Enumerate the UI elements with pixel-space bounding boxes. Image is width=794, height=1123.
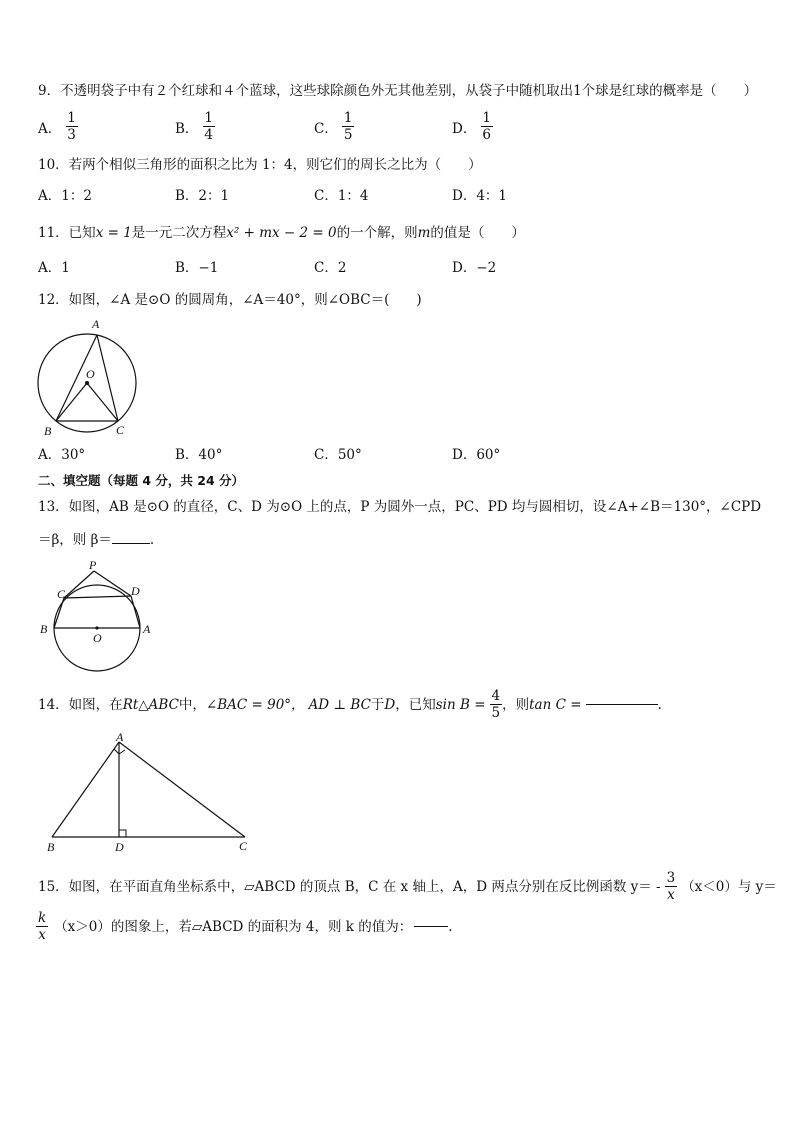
q13-circle-figure xyxy=(32,556,162,674)
fraction: $\frac{1}{4}$ xyxy=(204,110,214,143)
section-2-heading: 二、填空题（每题 4 分，共 24 分） xyxy=(38,473,245,488)
question-13-line-1: 13．如图，AB 是⊙O 的直径，C、D 为⊙O 上的点，P 为圆外一点，PC、PD 均与圆相切，设∠A+∠B＝130°，∠CPD xyxy=(38,499,762,515)
fraction: $\frac{1}{6}$ xyxy=(482,110,491,143)
label-c: C xyxy=(239,839,248,853)
option-label: B． xyxy=(175,120,199,137)
tangent-pc xyxy=(64,571,94,598)
answer-blank[interactable] xyxy=(586,704,658,705)
question-9-text: 9．不透明袋子中有２个红球和４个蓝球，这些球除颜色外无其他差别，从袋子中随机取出1个球是红球的概率是（ ） xyxy=(38,83,758,99)
label-p: P xyxy=(89,558,97,572)
segment-ac xyxy=(119,742,245,837)
segment-ad xyxy=(131,596,140,628)
question-10-text: 10．若两个相似三角形的面积之比为 1：4，则它们的周长之比为（ ） xyxy=(38,157,482,173)
fraction: $\frac{1}{5}$ xyxy=(343,110,353,143)
question-13-line-2: ＝β，则 β＝ . xyxy=(38,532,155,548)
label-o: O xyxy=(86,367,95,381)
q11-option-b[interactable]: B．−1 xyxy=(175,260,219,276)
q9-option-d[interactable] xyxy=(452,110,493,143)
q12-option-c[interactable]: C．50° xyxy=(314,447,362,463)
q12-circle-figure xyxy=(30,315,150,441)
label-d: D xyxy=(131,584,140,598)
question-12-text: 12．如图，∠A 是⊙O 的圆周角，∠A＝40°，则∠OBC＝( ) xyxy=(38,292,422,308)
q10-option-a[interactable]: A．1：2 xyxy=(38,188,92,204)
center-point xyxy=(95,626,98,629)
q12-option-a[interactable]: A．30° xyxy=(38,447,86,463)
label-a: A xyxy=(92,317,100,331)
fraction: $\frac{1}{3}$ xyxy=(67,110,76,143)
label-b: B xyxy=(40,622,48,636)
fraction-k-x: $\frac{k}{x}$ xyxy=(38,910,47,943)
q14-triangle-figure xyxy=(40,730,260,856)
label-c: C xyxy=(116,423,125,437)
label-o: O xyxy=(93,631,102,645)
right-angle-mark-d xyxy=(119,830,126,837)
option-label: A． xyxy=(38,120,62,137)
label-a: A xyxy=(116,730,124,744)
q9-option-b[interactable] xyxy=(175,110,215,143)
q11-option-c[interactable]: C．2 xyxy=(314,260,347,276)
q12-option-b[interactable]: B．40° xyxy=(175,447,223,463)
q10-option-b[interactable]: B．2：1 xyxy=(175,188,230,204)
q10-option-d[interactable]: D．4：1 xyxy=(452,188,508,204)
answer-blank[interactable] xyxy=(112,543,150,544)
segment-bc xyxy=(54,598,64,628)
segment-ab xyxy=(52,742,119,837)
label-b: B xyxy=(44,424,52,438)
q9-option-c[interactable] xyxy=(314,110,354,143)
option-label: C． xyxy=(314,120,338,137)
q11-option-d[interactable]: D．−2 xyxy=(452,260,497,276)
q9-option-a[interactable] xyxy=(38,110,78,143)
question-11-text: 11．已知x = 1是一元二次方程x² + mx − 2 = 0的一个解，则m的值是（ ） xyxy=(38,225,525,241)
label-a: A xyxy=(143,622,151,636)
q10-option-c[interactable]: C．1：4 xyxy=(314,188,369,204)
answer-blank[interactable] xyxy=(414,926,448,927)
question-15-line-2: $\frac{k}{x}$ （x＞0）的图象上，若▱ABCD 的面积为 4，则 k 的值为： . xyxy=(38,910,453,943)
question-15-line-1: 15．如图，在平面直角坐标系中，▱ABCD 的顶点 B，C 在 x 轴上，A，D 两点分别在反比例函数 y＝ - $\frac{3}{x}$ （x＜0）与 y＝ xyxy=(38,870,777,903)
tangent-pd xyxy=(94,571,131,596)
q11-option-a[interactable]: A．1 xyxy=(38,260,70,276)
center-point xyxy=(85,381,89,385)
fraction-4-5: $\frac{4}{5}$ xyxy=(491,688,501,721)
option-label: D． xyxy=(452,120,477,137)
fraction-3-x: $\frac{3}{x}$ xyxy=(666,870,676,903)
question-14-text: 14．如图，在 Rt△ABC 中， ∠BAC = 90°， AD ⊥ BC 于 D ，已知 sin B = $\frac{4}{5}$ ，则 tan C = . xyxy=(38,688,662,721)
label-b: B xyxy=(47,840,55,854)
q12-option-d[interactable]: D．60° xyxy=(452,447,501,463)
label-d: D xyxy=(115,840,124,854)
label-c: C xyxy=(57,587,66,601)
segment-cd xyxy=(64,596,131,598)
